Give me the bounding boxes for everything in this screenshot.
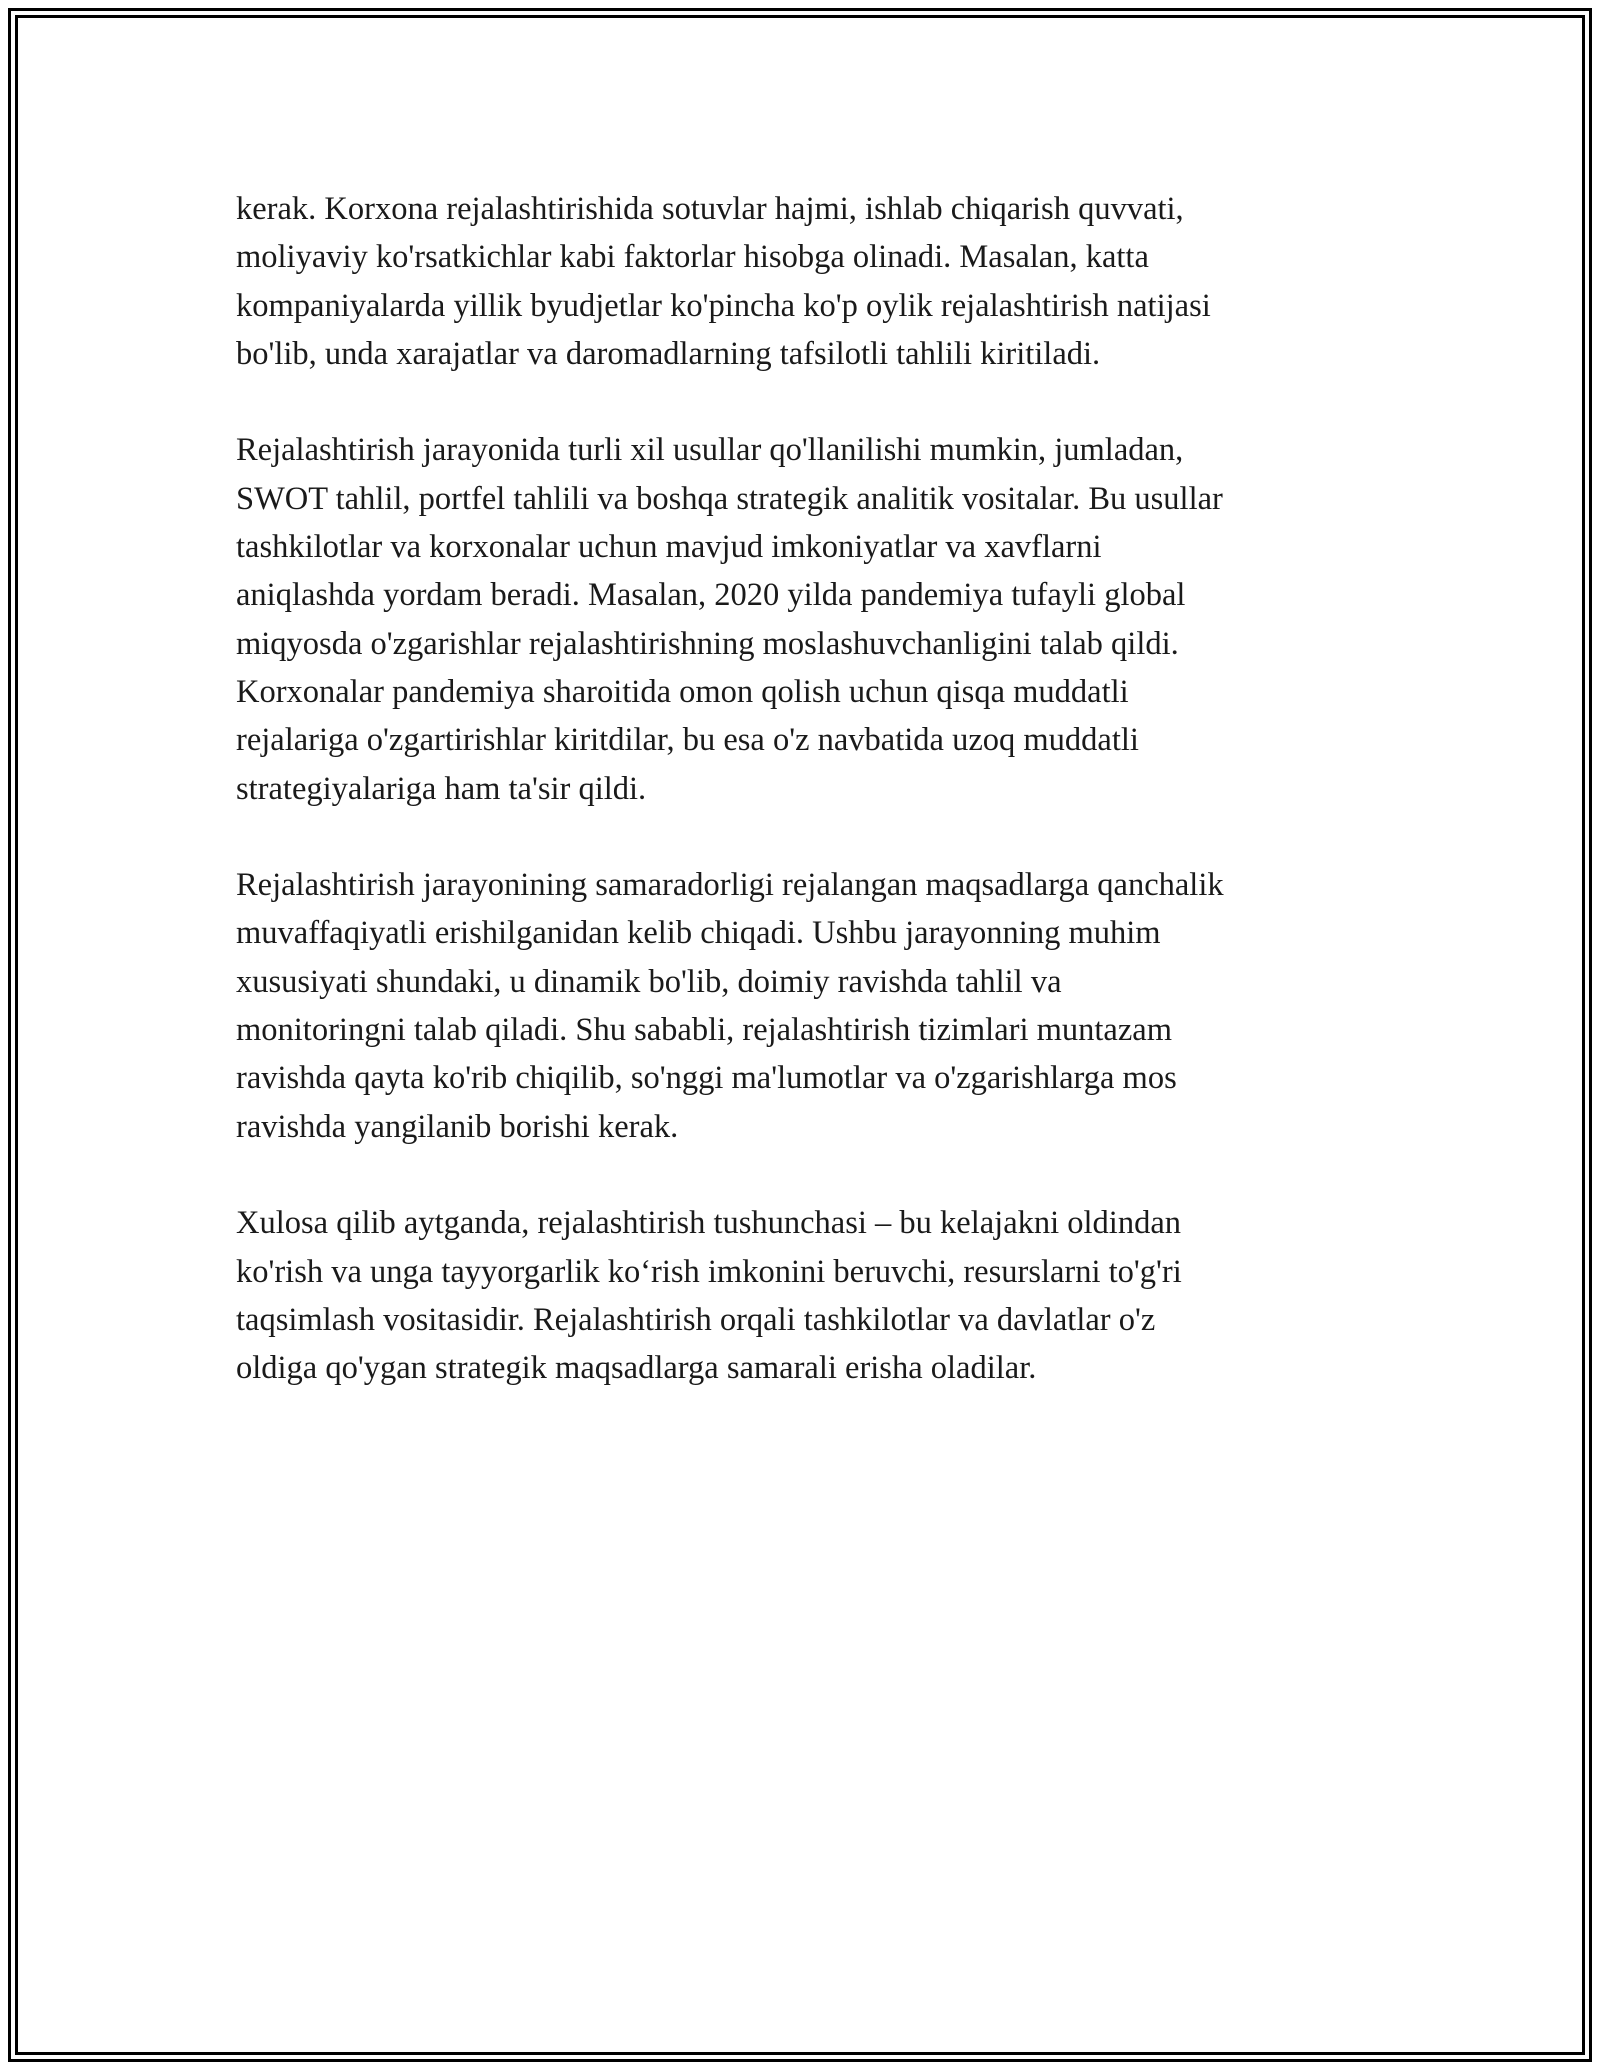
text-line: ravishda yangilanib borishi kerak.	[236, 1108, 679, 1145]
text-line: Xulosa qilib aytganda, rejalashtirish tushunchasi – bu kelajakni oldindan	[236, 1205, 1182, 1242]
text-line: oldiga qo'ygan strategik maqsadlarga samarali erisha oladilar.	[236, 1350, 1037, 1387]
text-line: bo'lib, unda xarajatlar va daromadlarning tafsilotli tahlili kiritiladi.	[236, 335, 1101, 372]
text-line: SWOT tahlil, portfel tahlili va boshqa strategik analitik vositalar. Bu usullar	[236, 480, 1223, 517]
document-body	[236, 185, 1386, 1441]
text-line: muvaffaqiyatli erishilganidan kelib chiqadi. Ushbu jarayonning muhim	[236, 915, 1161, 952]
paragraph-3	[236, 861, 1386, 1151]
paragraph-4	[236, 1199, 1386, 1392]
text-line: miqyosda o'zgarishlar rejalashtirishning moslashuvchanligini talab qildi.	[236, 625, 1179, 662]
text-line: ravishda qayta ko'rib chiqilib, so'nggi ma'lumotlar va o'zgarishlarga mos	[236, 1060, 1177, 1097]
text-line: aniqlashda yordam beradi. Masalan, 2020 yilda pandemiya tufayli global	[236, 577, 1186, 614]
text-line: kerak. Korxona rejalashtirishida sotuvlar hajmi, ishlab chiqarish quvvati,	[236, 191, 1184, 227]
text-line: Rejalashtirish jarayonida turli xil usullar qo'llanilishi mumkin, jumladan,	[236, 432, 1184, 469]
text-line: monitoringni talab qiladi. Shu sababli, rejalashtirish tizimlari muntazam	[236, 1012, 1172, 1049]
paragraph-1	[236, 185, 1386, 378]
text-line: tashkilotlar va korxonalar uchun mavjud imkoniyatlar va xavflarni	[236, 529, 1102, 566]
text-line: rejalariga o'zgartirishlar kiritdilar, bu esa o'z navbatida uzoq muddatli	[236, 722, 1139, 759]
text-line: taqsimlash vositasidir. Rejalashtirish orqali tashkilotlar va davlatlar o'z	[236, 1301, 1156, 1338]
paragraph-2	[236, 426, 1386, 812]
text-line: moliyaviy ko'rsatkichlar kabi faktorlar hisobga olinadi. Masalan, katta	[236, 239, 1149, 276]
text-line: ko'rish va unga tayyorgarlik ko‘rish imkonini beruvchi, resurslarni to'g'ri	[236, 1253, 1182, 1290]
text-line: strategiyalariga ham ta'sir qildi.	[236, 770, 647, 807]
text-line: kompaniyalarda yillik byudjetlar ko'pincha ko'p oylik rejalashtirish natijasi	[236, 287, 1211, 324]
text-line: xususiyati shundaki, u dinamik bo'lib, doimiy ravishda tahlil va	[236, 963, 1062, 1000]
text-line: Rejalashtirish jarayonining samaradorligi rejalangan maqsadlarga qanchalik	[236, 867, 1224, 904]
text-line: Korxonalar pandemiya sharoitida omon qolish uchun qisqa muddatli	[236, 673, 1129, 710]
